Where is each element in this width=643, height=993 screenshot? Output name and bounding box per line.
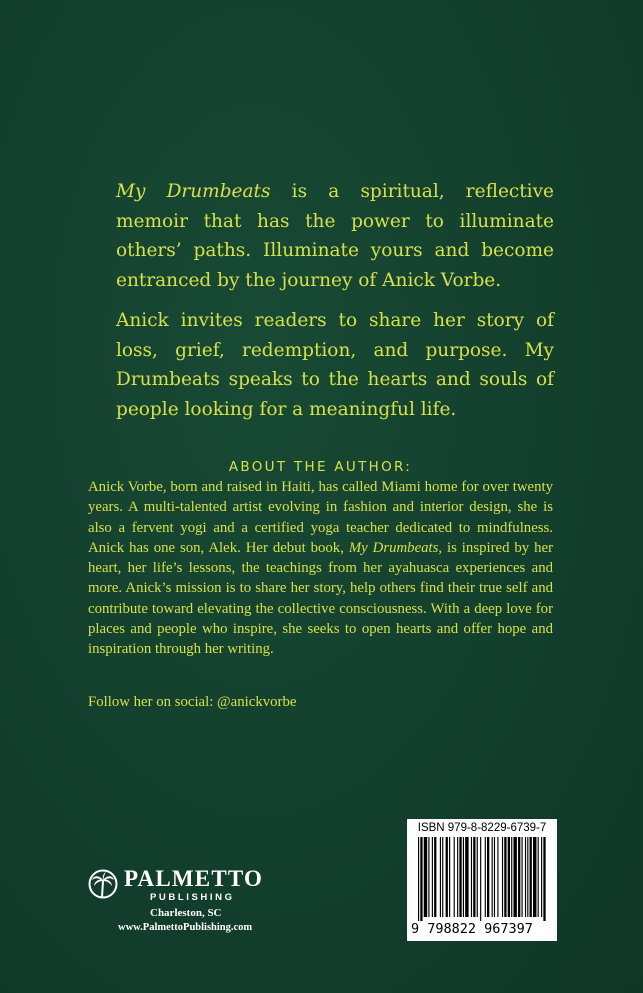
blurb-paragraph-2: Anick invites readers to share her story of loss, grief, redemption, and purpose. My Drumbeats speaks to the hearts and souls of people looking for a meaningful life.	[116, 310, 554, 420]
about-text-part-a: Anick Vorbe, born and raised in Haiti, has called Miami home for over twenty years. A multi-talented artist evolving in fashion and interior design, she is also a fervent yogi and a certified yoga teacher dedicated to mindfulness. Anick has one son, Alek. Her debut book,	[88, 479, 553, 556]
isbn-barcode	[407, 819, 557, 941]
about-author-heading: ABOUT THE AUTHOR:	[228, 459, 413, 475]
about-text-part-b: is inspired by her heart, her life’s lessons, the teachings from her ayahuasca experiences and more. Anick’s mission is to share her story, help others find their true self and contribute toward elevating the collective consciousness. With a deep love for places and people who inspire, she seeks to open hearts and offer hope and inspiration through her writing.	[88, 539, 554, 658]
publisher-subtitle: PUBLISHING	[150, 892, 235, 903]
blurb-paragraph-1-text: is a spiritual, reflective memoir that has the power to illuminate others’ paths. Illuminate yours and become entranced by the journey of Anick Vorbe.	[116, 181, 554, 291]
publisher-url: www.PalmettoPublishing.com	[118, 922, 253, 933]
palm-tree-icon	[88, 868, 118, 902]
publisher-block	[88, 864, 298, 939]
publisher-city: Charleston, SC	[150, 907, 222, 919]
barcode-digits: 9 798822 967397	[411, 921, 533, 937]
isbn-number: ISBN 979-8-8229-6739-7	[417, 822, 547, 834]
about-book-title-italic: My Drumbeats,	[348, 539, 443, 556]
about-author-text	[88, 477, 553, 660]
barcode-bars	[418, 837, 548, 921]
publisher-name: PALMETTO	[124, 866, 264, 891]
book-title-italic: My Drumbeats	[116, 181, 271, 202]
social-handle: Follow her on social: @anickvorbe	[88, 694, 297, 710]
blurb-paragraph-1	[116, 177, 554, 295]
